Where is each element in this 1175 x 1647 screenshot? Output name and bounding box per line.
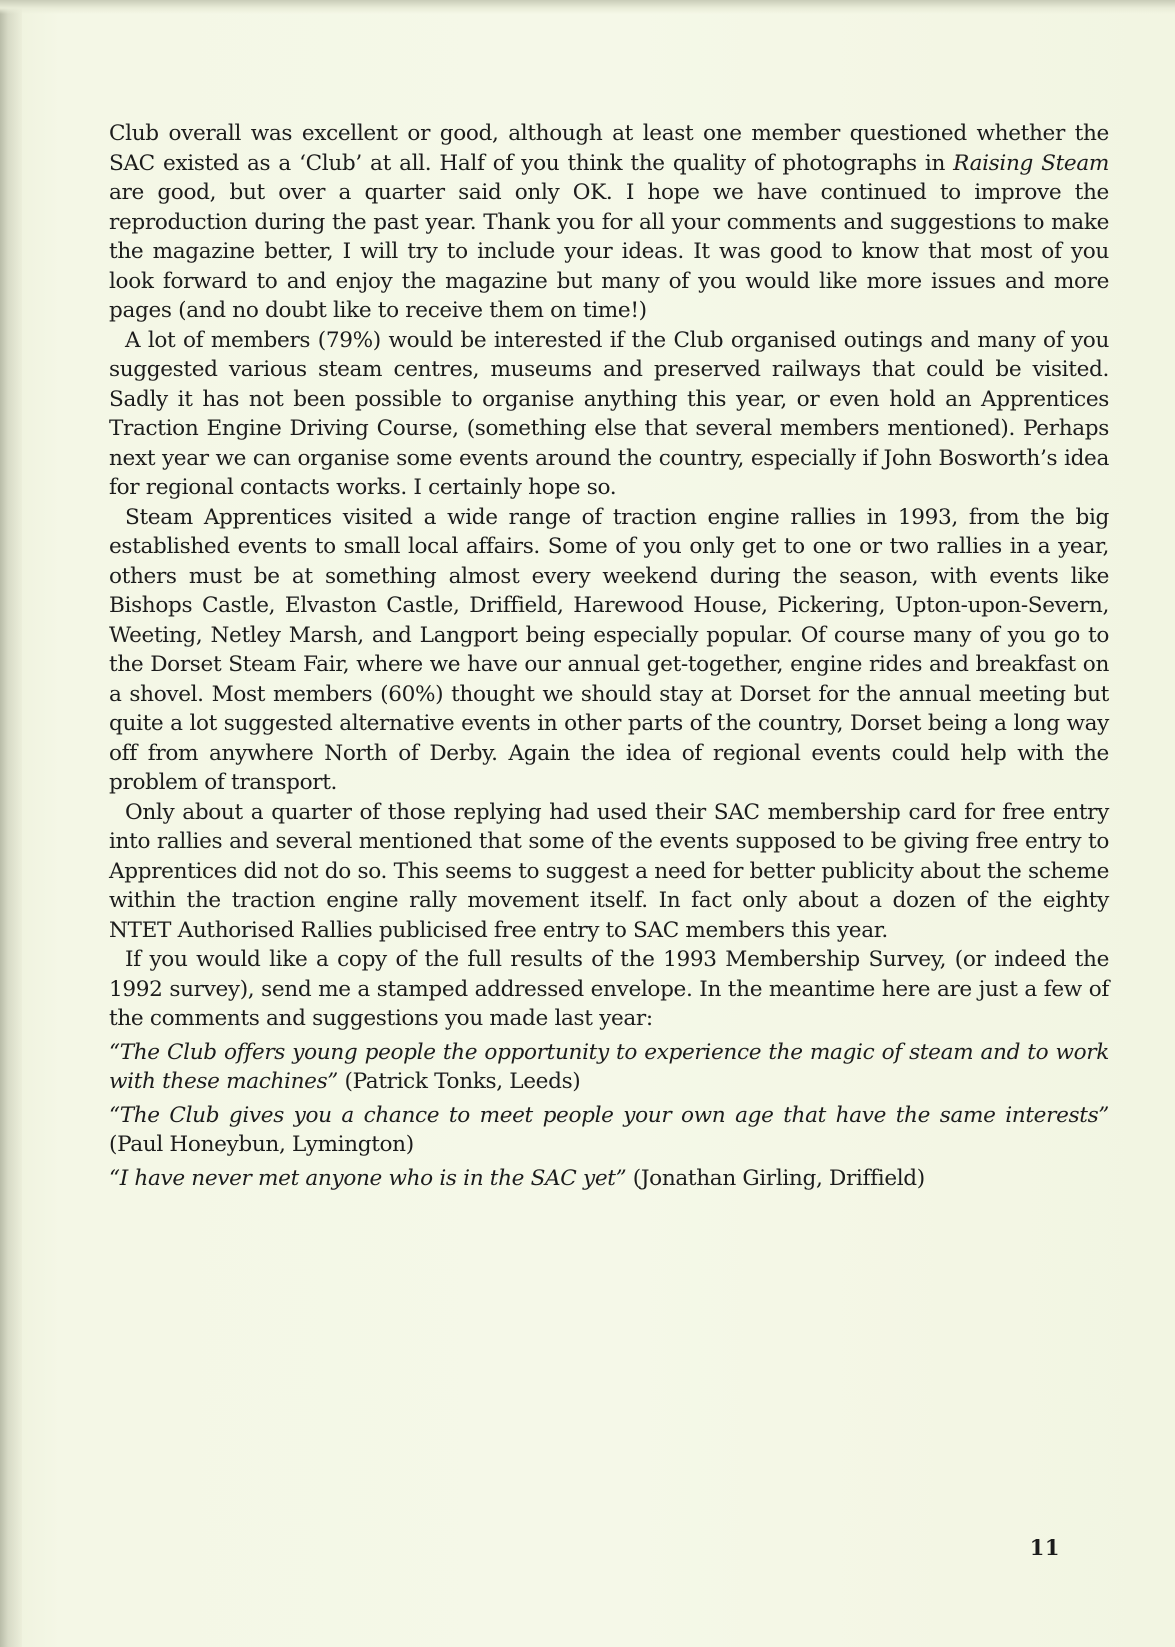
member-quote: [109, 1038, 1109, 1097]
quote-text: “The Club offers young people the opportunity to experience the magic of steam and to work with these machines”: [109, 1039, 1109, 1094]
quote-text: “I have never met anyone who is in the SAC yet”: [109, 1165, 627, 1191]
quote-source: (Jonathan Girling, Driffield): [626, 1165, 925, 1191]
paragraph-text: are good, but over a quarter said only OK. I hope we have continued to improve the reproduction during the past year. Thank you for all your comments and suggestions to make the magazine better, I will try to include your ideas. It was good to know that most of you look forward to and enjoy the magazine but many of you would like more issues and more pages (and no doubt like to receive them on time!): [109, 180, 1109, 323]
binding-edge: [0, 0, 22, 1647]
paragraph-membership-card: Only about a quarter of those replying had used their SAC membership card for free entry into rallies and several mentioned that some of the events supposed to be giving free entry to Apprentices did not do so. This seems to suggest a need for better publicity about the scheme within the traction engine rally movement itself. In fact only about a dozen of the eighty NTET Authorised Rallies publicised free entry to SAC members this year.: [109, 799, 1109, 943]
paragraph-text: Club overall was excellent or good, although at least one member questioned whether the SAC existed as a ‘Club’ at all. Half of you think the quality of photographs in: [109, 121, 1109, 176]
paragraph-survey-results: [109, 119, 1109, 326]
paragraph-rallies: Steam Apprentices visited a wide range of traction engine rallies in 1993, from the big established events to small local affairs. Some of you only get to one or two rallies in a year, others must be at something almost every weekend during the season, with events like Bishops Castle, Elvaston Castle, Driffield, Harewood House, Pickering, Upton-upon-Severn, Weeting, Netley Marsh, and Langport being especially popular. Of course many of you go to the Dorset Steam Fair, where we have our annual get-together, engine rides and breakfast on a shovel. Most members (60%) thought we should stay at Dorset for the annual meeting but quite a lot suggested alternative events in other parts of the country, Dorset being a long way off from anywhere North of Derby. Again the idea of regional events could help with the problem of transport.: [109, 504, 1109, 795]
quote-text: “The Club gives you a chance to meet people your own age that have the same interests”: [109, 1102, 1109, 1128]
top-shadow: [0, 0, 1175, 14]
paragraph-outings: A lot of members (79%) would be interested if the Club organised outings and many of you suggested various steam centres, museums and preserved railways that could be visited. Sadly it has not been possible to organise anything this year, or even hold an Apprentices Traction Engine Driving Course, (something else that several members mentioned). Perhaps next year we can organise some events around the country, especially if John Bosworth’s idea for regional contacts works. I certainly hope so.: [109, 327, 1109, 500]
member-quote: [109, 1164, 1109, 1194]
page-number: 11: [1029, 1535, 1060, 1560]
article-body: [109, 119, 1109, 1193]
quote-source: (Paul Honeybun, Lymington): [109, 1132, 414, 1157]
member-quote: [109, 1101, 1109, 1160]
magazine-title: Raising Steam: [953, 150, 1109, 176]
quote-source: (Patrick Tonks, Leeds): [338, 1069, 581, 1094]
paragraph-survey-copy: If you would like a copy of the full results of the 1993 Membership Survey, (or indeed the 1992 survey), send me a stamped addressed envelope. In the meantime here are just a few of the comments and suggestions you made last year:: [109, 947, 1109, 1031]
